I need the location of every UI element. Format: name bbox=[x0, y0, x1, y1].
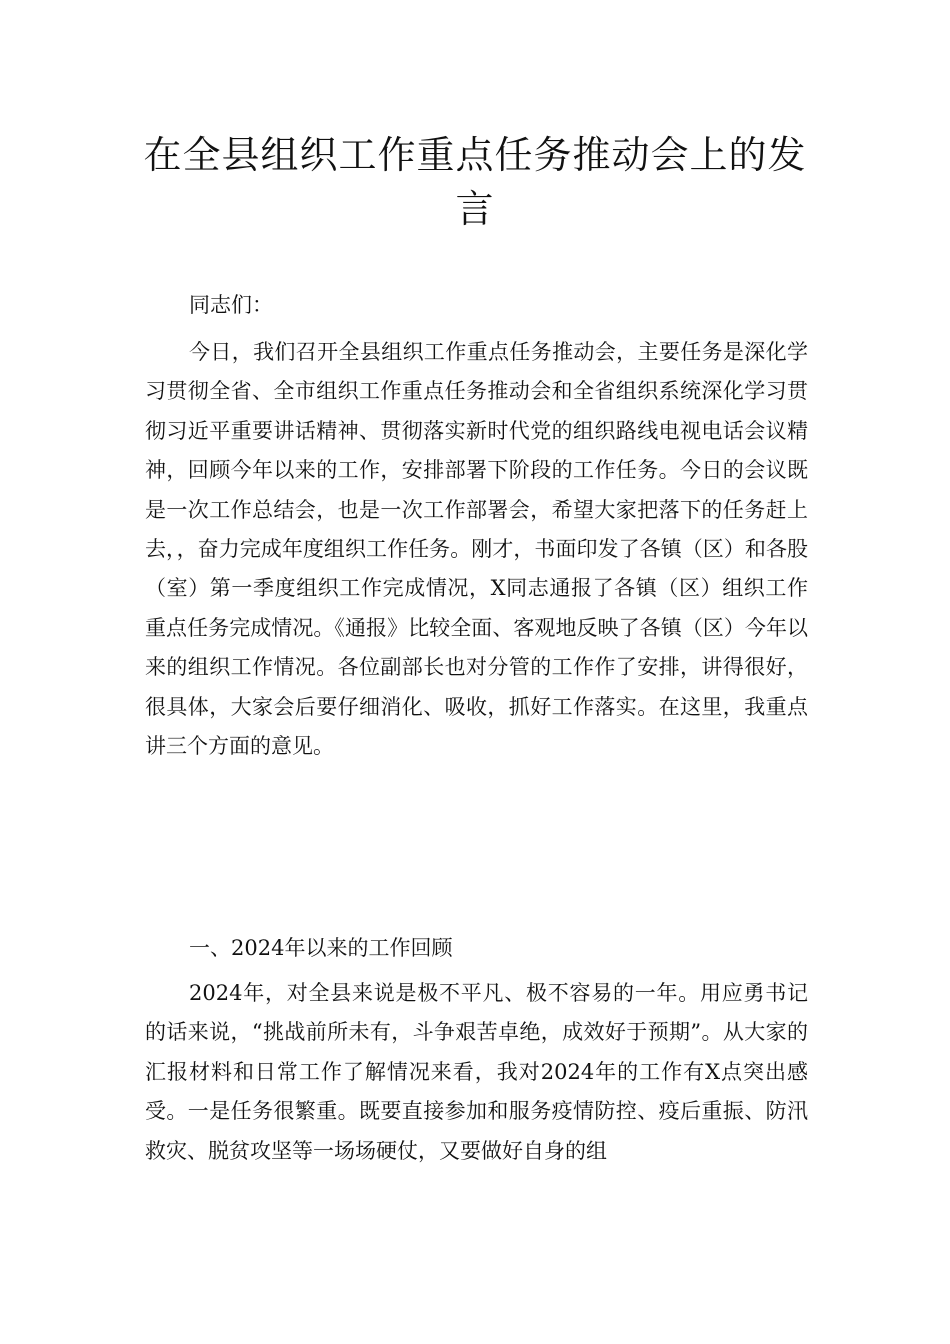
document-title: 在全县组织工作重点任务推动会上的发言 bbox=[143, 133, 807, 231]
salutation: 同志们： bbox=[189, 293, 273, 317]
intro-paragraph: 今日，我们召开全县组织工作重点任务推动会，主要任务是深化学习贯彻全省、全市组织工作重点任务推动会和全省组织系统深化学习贯彻习近平重要讲话精神、贯彻落实新时代党的组织路线电视电话会议精神，回顾今年以来的工作，安排部署下阶段的工作任务。今日的会议既是一次工作总结会，也是一次工作部署会，希望大家把落下的任务赶上去，，奋力完成年度组织工作任务。刚才，书面印发了各镇（区）和各股（室）第一季度组织工作完成情况，X同志通报了各镇（区）组织工作重点任务完成情况。《通报》比较全面、客观地反映了各镇（区）今年以来的组织工作情况。各位副部长也对分管的工作作了安排，讲得很好，很具体，大家会后要仔细消化、吸收，抓好工作落实。在这里，我重点讲三个方面的意见。 bbox=[145, 340, 808, 759]
section-heading: 一、2024年以来的工作回顾 bbox=[189, 936, 453, 960]
section-paragraph: 2024年，对全县来说是极不平凡、极不容易的一年。用应勇书记的话来说，“挑战前所未有，斗争艰苦卓绝，成效好于预期”。从大家的汇报材料和日常工作了解情况来看，我对2024年的工作有X点突出感受。一是任务很繁重。既要直接参加和服务疫情防控、疫后重振、防汛救灾、脱贫攻坚等一场场硬仗，又要做好自身的组 bbox=[145, 981, 808, 1163]
